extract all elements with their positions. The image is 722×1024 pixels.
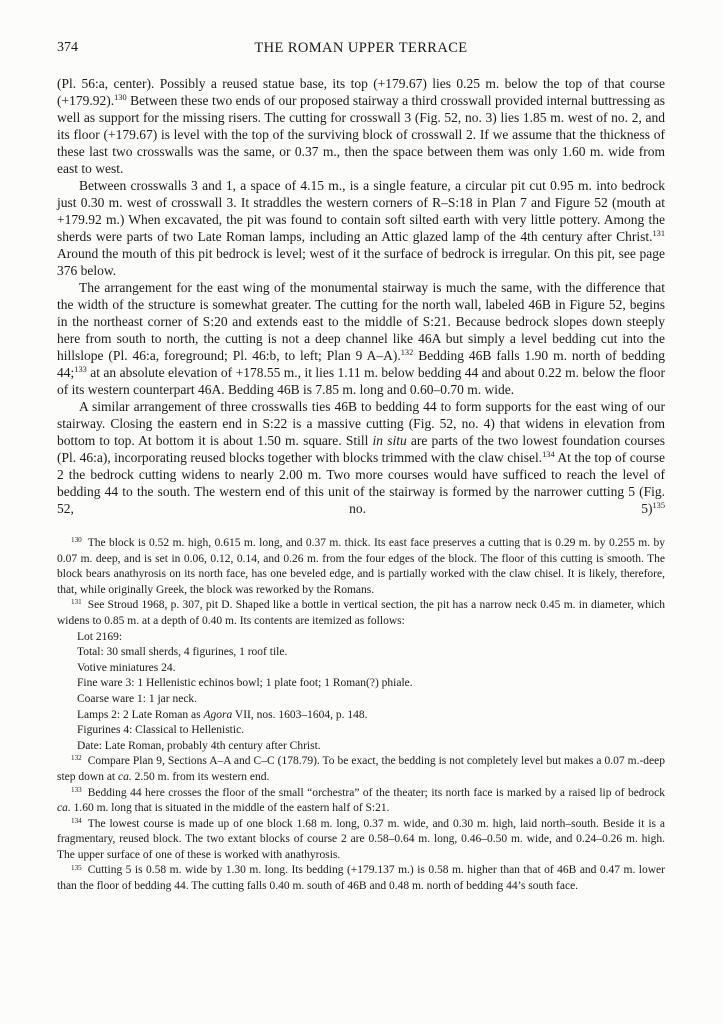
footnote-number: 134 xyxy=(71,816,82,825)
footnote-list-line xyxy=(77,645,665,661)
footnote xyxy=(57,817,665,864)
text-run: Date: Late Roman, probably 4th century after Christ. xyxy=(77,739,321,752)
text-run: 1.60 m. long that is situated in the middle of the eastern half of S:21. xyxy=(70,802,390,815)
paragraph xyxy=(57,75,665,177)
text-run: are parts of the two lowest foundation courses (Pl. 46:a), incorporating reused blocks together with blocks trimmed with the claw chisel. xyxy=(57,433,665,465)
footnote-list-line xyxy=(77,723,665,739)
page-number: 374 xyxy=(57,40,78,55)
text-run: in situ xyxy=(372,433,407,448)
footnote-ref: 131 xyxy=(652,229,665,239)
text-run: Agora xyxy=(203,708,233,721)
text-run: See Stroud 1968, p. 307, pit D. Shaped like a bottle in vertical section, the pit has a narrow neck 0.45 m. in diameter, which widens to 0.85 m. at a depth of 0.40 m. Its contents are itemized as follows: xyxy=(57,599,665,627)
footnote-list-line xyxy=(77,630,665,646)
text-run: Total: 30 small sherds, 4 figurines, 1 roof tile. xyxy=(77,646,288,659)
text-run: Bedding 46B falls 1.90 m. north of bedding 44; xyxy=(57,348,665,380)
footnote xyxy=(57,754,665,785)
text-run: The block is 0.52 m. high, 0.615 m. long, and 0.37 m. thick. Its east face preserves a cutting that is 0.29 m. by 0.255 m. by 0.07 m. deep, and is set in 0.06, 0.12, 0.14, and 0.26 m. from the four edges of the block. The floor of this cutting is smooth. The block bears anathyrosis on its north face, has one beveled edge, and is partially worked with the claw chisel. It is likely, therefore, that, while originally Greek, the block was reworked by the Romans. xyxy=(57,537,665,596)
footnote-number: 133 xyxy=(71,785,82,794)
paragraph xyxy=(57,398,665,517)
text-run: (Pl. 56:a, center). Possibly a reused statue base, its top (+179.67) lies 0.25 m. below the top of that course (+179.92). xyxy=(57,76,665,108)
body-text xyxy=(57,75,665,517)
footnote xyxy=(57,786,665,817)
footnote-list-line xyxy=(77,708,665,724)
paragraph xyxy=(57,177,665,279)
footnote-text xyxy=(57,863,665,894)
footnote-number: 131 xyxy=(71,598,82,607)
footnote xyxy=(57,598,665,754)
footnote-number: 130 xyxy=(71,536,82,545)
footnote-list-line xyxy=(77,692,665,708)
text-run: Figurines 4: Classical to Hellenistic. xyxy=(77,724,245,737)
text-run: The lowest course is made up of one block 1.68 m. long, 0.37 m. wide, and 0.30 m. high, laid north–south. Beside it is a fragmentary, reused block. The two extant blocks of course 2 are 0.58–0.64 m. long, 0.46–0.50 m. wide, and 0.24–0.26 m. high. The upper surface of one of these is worked with anathyrosis. xyxy=(57,817,665,861)
text-run: Cutting 5 is 0.58 m. wide by 1.30 m. long. Its bedding (+179.137 m.) is 0.58 m. higher than that of 46B and 0.47 m. lower than the floor of bedding 44. The cutting falls 0.40 m. south of 46B and 0.48 m. north of bedding 44’s south face. xyxy=(57,864,665,893)
text-run: ca. xyxy=(118,770,132,783)
footnote-ref: 135 xyxy=(652,501,665,511)
footnote-list-line xyxy=(77,661,665,677)
text-run: Between crosswalls 3 and 1, a space of 4.15 m., is a single feature, a circular pit cut 0.95 m. into bedrock just 0.30 m. west of crosswall 3. It straddles the western corners of R–S:18 in Plan 7 and Figure 52 (mouth at +179.92 m.) When excavated, the pit was found to contain soft silted earth with very little pottery. Among the sherds were parts of two Late Roman lamps, including an Attic glazed lamp of the 4th century after Christ. xyxy=(57,178,665,244)
text-run: Lamps 2: 2 Late Roman as xyxy=(77,708,204,721)
text-run: A similar arrangement of three crosswalls ties 46B to bedding 44 to form supports for the east wing of our stairway. Closing the eastern end in S:22 is a massive cutting (Fig. 52, no. 4) that widens in elevation from bottom to top. At bottom it is about 1.50 m. square. Still xyxy=(57,399,665,448)
footnote-ref: 134 xyxy=(542,450,555,460)
text-run: ca. xyxy=(57,802,71,815)
footnote-number: 132 xyxy=(71,754,82,763)
text-run: The arrangement for the east wing of the monumental stairway is much the same, with the difference that the width of the structure is somewhat greater. The cutting for the north wall, labeled 46B in Figure 52, begins in the northeast corner of S:20 and extends east to the middle of S:21. Because bedrock slopes down steeply here from south to north, the cutting is not a deep channel like 46A but simply a level bedding cut into the hillslope (Pl. 46:a, foreground; Pl. 46:b, to left; Plan 9 A–A). xyxy=(57,280,665,363)
footnote-list-line xyxy=(77,676,665,692)
footnotes xyxy=(57,536,665,895)
text-run: Lot 2169: xyxy=(77,630,123,643)
footnote-ref: 130 xyxy=(114,93,127,103)
footnote-text xyxy=(57,786,665,817)
text-run: Fine ware 3: 1 Hellenistic echinos bowl; 1 plate foot; 1 Roman(?) phiale. xyxy=(77,677,413,690)
text-run: 2.50 m. from its western end. xyxy=(131,770,270,783)
page-header xyxy=(57,40,665,58)
text-run: Around the mouth of this pit bedrock is level; west of it the surface of bedrock is irregular. On this pit, see page 376 below. xyxy=(57,246,665,278)
text-run: VII, nos. 1603–1604, p. 148. xyxy=(232,708,368,721)
footnote xyxy=(57,863,665,894)
paragraph xyxy=(57,279,665,398)
footnote-text xyxy=(57,754,665,785)
footnote xyxy=(57,536,665,598)
footnote-ref: 133 xyxy=(74,365,87,375)
text-run: Compare Plan 9, Sections A–A and C–C (178.79). To be exact, the bedding is not completely level but makes a 0.07 m.-deep step down at xyxy=(57,755,665,783)
running-head: THE ROMAN UPPER TERRACE xyxy=(254,40,468,56)
footnote-text xyxy=(57,817,665,864)
text-run: Coarse ware 1: 1 jar neck. xyxy=(77,692,198,705)
footnote-ref: 132 xyxy=(400,348,414,358)
text-run: Votive miniatures 24. xyxy=(77,661,176,674)
footnote-text xyxy=(57,598,665,629)
footnote-number: 135 xyxy=(71,863,82,872)
footnote-list-line xyxy=(77,739,665,755)
text-run: Bedding 44 here crosses the floor of the small “orchestra” of the theater; its north face is marked by a raised lip of bedrock xyxy=(87,786,665,799)
text-run: at an absolute elevation of +178.55 m., it lies 1.11 m. below bedding 44 and about 0.22 m. below the floor of its western counterpart 46A. Bedding 46B is 7.85 m. long and 0.60–0.70 m. wide. xyxy=(57,365,665,397)
text-run: Between these two ends of our proposed stairway a third crosswall provided internal buttressing as well as support for the missing risers. The cutting for crosswall 3 (Fig. 52, no. 3) lies 1.85 m. west of no. 2, and its floor (+179.67) is level with the top of the surviving block of crosswall 2. If we assume that the thickness of these last two crosswalls was the same, or 0.37 m., then the space between them was only 1.60 m. wide from east to west. xyxy=(57,93,665,176)
footnote-text xyxy=(57,536,665,598)
text-run: At the top of course 2 the bedrock cutting widens to nearly 2.00 m. Two more courses would have sufficed to reach the level of bedding 44 to the south. The western end of this unit of the stairway is formed by the narrower cutting 5 (Fig. 52, no. 5) xyxy=(57,450,665,516)
